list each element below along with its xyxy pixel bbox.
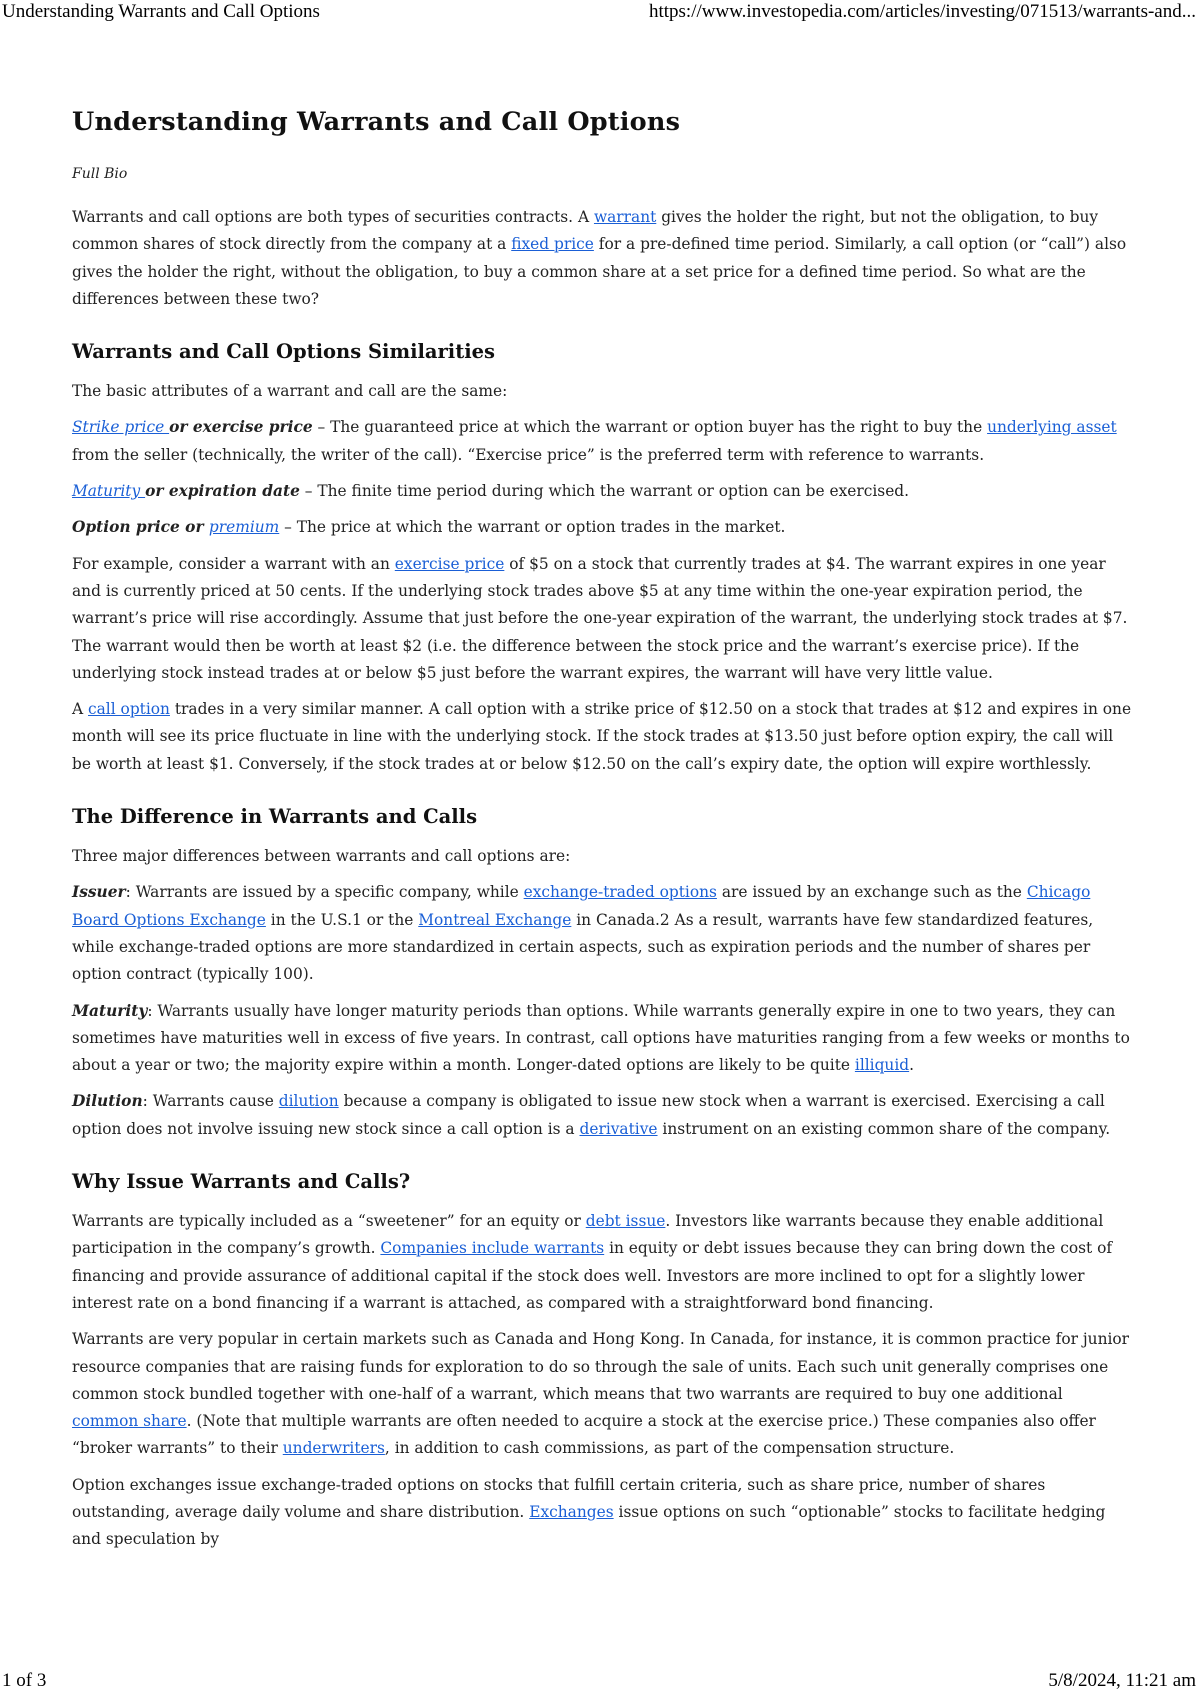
link-cboe[interactable]: Chicago Board Options Exchange bbox=[72, 883, 1091, 929]
text: Option exchanges issue exchange-traded options on stocks that fulfill certain criteria, such as share price, number of shares outstanding, average daily volume and share distribution. bbox=[72, 1475, 1046, 1521]
text: because a company is obligated to issue new stock when a warrant is exercised. Exercising a call option does not involve issuing new stock since a call option is a bbox=[72, 1092, 1105, 1138]
print-footer bbox=[0, 1669, 1200, 1693]
text: of $5 on a stock that currently trades at $4. The warrant expires in one year and is currently priced at 50 cents. If the underlying stock trades above $5 at any time within the one-year expiration period, the warrant’s price will rise accordingly. Assume that just before the one-year expiration of the warrant, the underlying stock trades at $7. The warrant would then be worth at least $2 (i.e. the difference between the stock price and the warrant’s exercise price). If the underlying stock instead trades at or below $5 just before the warrant expires, the warrant will have very little value. bbox=[72, 554, 1128, 682]
option-price-paragraph bbox=[72, 514, 1132, 541]
heading-difference: The Difference in Warrants and Calls bbox=[72, 805, 478, 829]
page-count: 1 of 3 bbox=[2, 1670, 47, 1691]
term-option-price: Option price or bbox=[72, 518, 209, 537]
print-header-url: https://www.investopedia.com/articles/investing/071513/warrants-and... bbox=[648, 1, 1196, 22]
text: . bbox=[909, 1056, 915, 1075]
text: . Investors like warrants because they enable additional participation in the company’s growth. bbox=[72, 1212, 1104, 1258]
similarities-lead: The basic attributes of a warrant and call are the same: bbox=[72, 382, 508, 401]
text: trades in a very similar manner. A call option with a strike price of $12.50 on a stock that trades at $12 and expires in one month will see its price fluctuate in line with the underlying stock. If the stock trades at $13.50 just before option expiry, the call will be worth at least $1. Conversely, if the stock trades at or below $12.50 on the call’s expiry date, the option will expire worthlessly. bbox=[72, 700, 1132, 773]
issuer-paragraph bbox=[72, 879, 1132, 988]
text: Warrants are typically included as a “sweetener” for an equity or bbox=[72, 1212, 586, 1231]
link-exchange-traded-options[interactable]: exchange-traded options bbox=[523, 883, 717, 902]
why-paragraph-2 bbox=[72, 1326, 1132, 1462]
text: For example, consider a warrant with an bbox=[72, 554, 395, 573]
link-premium[interactable]: premium bbox=[208, 518, 280, 537]
link-derivative[interactable]: derivative bbox=[579, 1119, 658, 1138]
diff-maturity-paragraph bbox=[72, 998, 1132, 1080]
link-common-share[interactable]: common share bbox=[72, 1412, 187, 1431]
text: for a pre-defined time period. Similarly, a call option (or “call”) also gives the holder the right, without the obligation, to buy a common share at a set price for a defined time period. So what are the differences between these two? bbox=[72, 235, 1127, 308]
intro-paragraph bbox=[72, 204, 1132, 313]
link-fixed-price[interactable]: fixed price bbox=[511, 235, 594, 254]
text: from the seller (technically, the writer of the call). “Exercise price” is the preferred term with reference to warrants. bbox=[72, 445, 985, 464]
text: in the U.S.1 or the bbox=[265, 910, 419, 929]
text: in equity or debt issues because they can bring down the cost of financing and provide assurance of additional capital if the stock does well. Investors are more inclined to opt for a slightly lower interest rate on a bond financing if a warrant is attached, as compared with a straightforward bond financing. bbox=[72, 1239, 1113, 1312]
heading-similarities: Warrants and Call Options Similarities bbox=[72, 340, 496, 364]
link-underlying-asset[interactable]: underlying asset bbox=[987, 418, 1117, 437]
strike-price-paragraph bbox=[72, 414, 1132, 469]
link-underwriters[interactable]: underwriters bbox=[282, 1439, 385, 1458]
link-montreal-exchange[interactable]: Montreal Exchange bbox=[418, 910, 572, 929]
term-exercise-price: or exercise price bbox=[169, 418, 313, 437]
text: : Warrants are issued by a specific company, while bbox=[125, 883, 524, 902]
text: are issued by an exchange such as the bbox=[716, 883, 1027, 902]
link-exercise-price[interactable]: exercise price bbox=[394, 554, 505, 573]
text: – The guaranteed price at which the warrant or option buyer has the right to buy the bbox=[312, 418, 988, 437]
text: , in addition to cash commissions, as part of the compensation structure. bbox=[384, 1439, 955, 1458]
link-strike-price[interactable]: Strike price bbox=[72, 418, 170, 437]
link-maturity[interactable]: Maturity bbox=[72, 482, 146, 501]
link-debt-issue[interactable]: debt issue bbox=[585, 1212, 666, 1231]
example-paragraph bbox=[72, 551, 1132, 687]
text: A bbox=[72, 700, 89, 719]
text: – The finite time period during which the warrant or option can be exercised. bbox=[299, 482, 910, 501]
link-companies-include-warrants[interactable]: Companies include warrants bbox=[380, 1239, 605, 1258]
heading-why-issue: Why Issue Warrants and Calls? bbox=[72, 1170, 411, 1194]
text: : Warrants usually have longer maturity periods than options. While warrants generally expire in one to two years, they can sometimes have maturities well in excess of five years. In contrast, call options have maturities ranging from a few weeks or months to about a year or two; the majority expire within a month. Longer-dated options are likely to be quite bbox=[72, 1001, 1130, 1075]
link-exchanges[interactable]: Exchanges bbox=[529, 1502, 614, 1521]
text: gives the holder the right, but not the obligation, to buy common shares of stock directly from the company at a bbox=[72, 208, 1099, 254]
term-issuer: Issuer bbox=[72, 883, 126, 902]
print-header-title: Understanding Warrants and Call Options bbox=[2, 1, 320, 22]
link-call-option[interactable]: call option bbox=[88, 700, 170, 719]
maturity-paragraph bbox=[72, 478, 1132, 505]
call-option-paragraph bbox=[72, 696, 1132, 778]
text: : Warrants cause bbox=[142, 1092, 279, 1111]
text: issue options on such “optionable” stocks to facilitate hedging and speculation by bbox=[72, 1502, 1106, 1549]
dilution-paragraph bbox=[72, 1088, 1132, 1143]
text: . (Note that multiple warrants are often needed to acquire a stock at the exercise price.) These companies also offer “broker warrants” to their bbox=[72, 1412, 1096, 1458]
text: instrument on an existing common share of the company. bbox=[657, 1119, 1111, 1138]
link-dilution[interactable]: dilution bbox=[278, 1092, 339, 1111]
link-illiquid[interactable]: illiquid bbox=[854, 1056, 910, 1075]
term-dilution: Dilution bbox=[72, 1092, 143, 1111]
print-datetime: 5/8/2024, 11:21 am bbox=[1048, 1670, 1196, 1691]
term-expiration-date: or expiration date bbox=[145, 482, 300, 501]
article bbox=[72, 100, 1132, 1563]
article-title: Understanding Warrants and Call Options bbox=[72, 107, 681, 137]
text: Warrants and call options are both types of securities contracts. A bbox=[72, 208, 594, 226]
print-header bbox=[0, 0, 1200, 24]
text: Warrants are very popular in certain markets such as Canada and Hong Kong. In Canada, for instance, it is common practice for junior resource companies that are raising funds for exploration to do so through the sale of units. Each such unit generally comprises one common stock bundled together with one-half of a warrant, which means that two warrants are required to buy one additional bbox=[72, 1330, 1130, 1403]
why-paragraph-1 bbox=[72, 1208, 1132, 1317]
link-warrant[interactable]: warrant bbox=[593, 208, 657, 226]
difference-lead: Three major differences between warrants and call options are: bbox=[72, 847, 571, 866]
text: in Canada.2 As a result, warrants have few standardized features, while exchange-traded options are more standardized in certain aspects, such as expiration periods and the number of shares per option contract (typically 100). bbox=[72, 910, 1094, 984]
term-maturity: Maturity bbox=[72, 1001, 148, 1020]
text: – The price at which the warrant or option trades in the market. bbox=[279, 518, 786, 537]
why-paragraph-3 bbox=[72, 1472, 1132, 1554]
author-bio-link[interactable]: Full Bio bbox=[72, 166, 128, 182]
